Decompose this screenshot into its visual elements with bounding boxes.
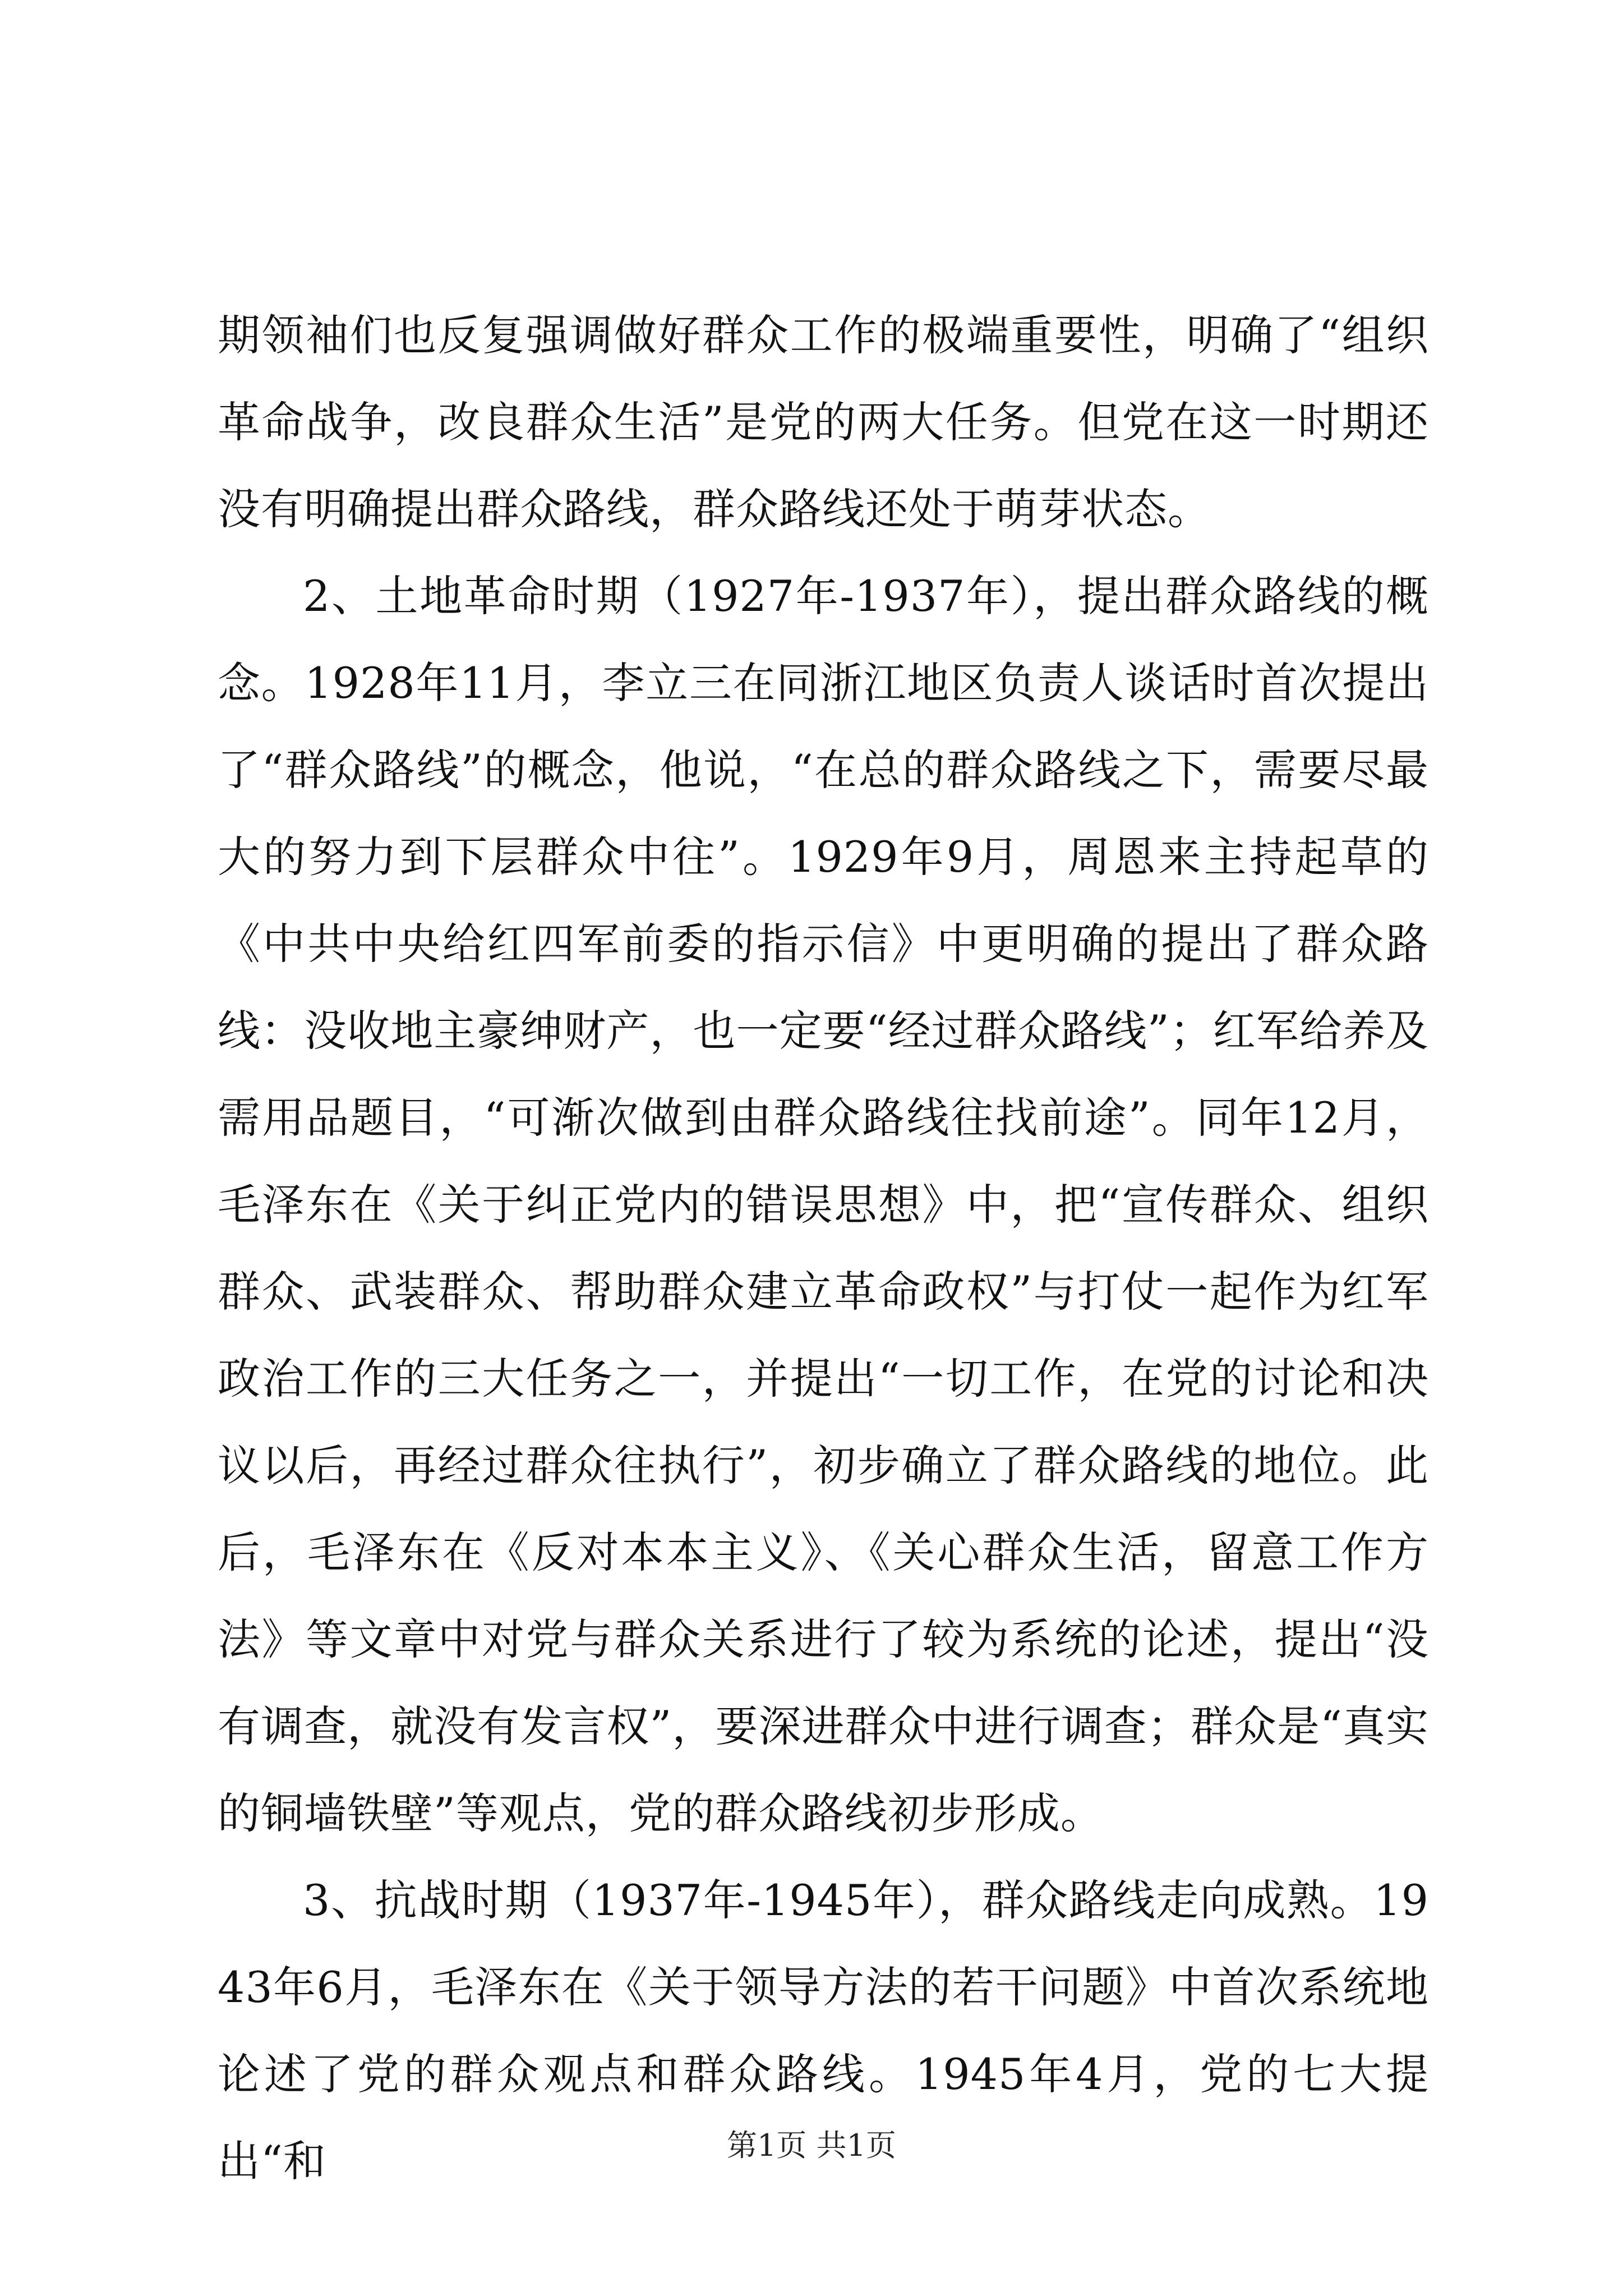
paragraph-continuation: 期领袖们也反复强调做好群众工作的极端重要性，明确了“组织革命战争，改良群众生活”是党的两大任务。但党在这一时期还没有明确提出群众路线，群众路线还处于萌芽状态。 bbox=[218, 310, 1429, 534]
paragraph-land-revolution-period: 2、土地革命时期（1927年-1937年），提出群众路线的概念。1928年11月，李立三在同浙江地区负责人谈话时首次提出了“群众路线”的概念，他说，“在总的群众路线之下，需要尽最大的努力到下层群众中往”。1929年9月，周恩来主持起草的《中共中央给红四军前委的指示信》中更明确的提出了群众路线：没收地主豪绅财产，也一定要“经过群众路线”；红军给养及需用品题目，“可渐次做到由群众路线往找前途”。同年12月，毛泽东在《关于纠正党内的错误思想》中，把“宣传群众、组织群众、武装群众、帮助群众建立革命政权”与打仗一起作为红军政治工作的三大任务之一，并提出“一切工作，在党的讨论和决议以后，再经过群众往执行”，初步确立了群众路线的地位。此后，毛泽东在《反对本本主义》、《关心群众生活，留意工作方法》等文章中对党与群众关系进行了较为系统的论述，提出“没有调查，就没有发言权”，要深进群众中进行调查；群众是“真实的铜墙铁壁”等观点，党的群众路线初步形成。 bbox=[218, 571, 1429, 1838]
page-footer: 第1页 共1页 bbox=[727, 2128, 896, 2163]
paragraph-anti-japanese-war-period: 3、抗战时期（1937年-1945年），群众路线走向成熟。1943年6月，毛泽东在《关于领导方法的若干问题》中首次系统地论述了党的群众观点和群众路线。1945年4月，党的七大提出“和 bbox=[218, 1875, 1429, 2186]
document-body bbox=[218, 292, 1429, 2205]
